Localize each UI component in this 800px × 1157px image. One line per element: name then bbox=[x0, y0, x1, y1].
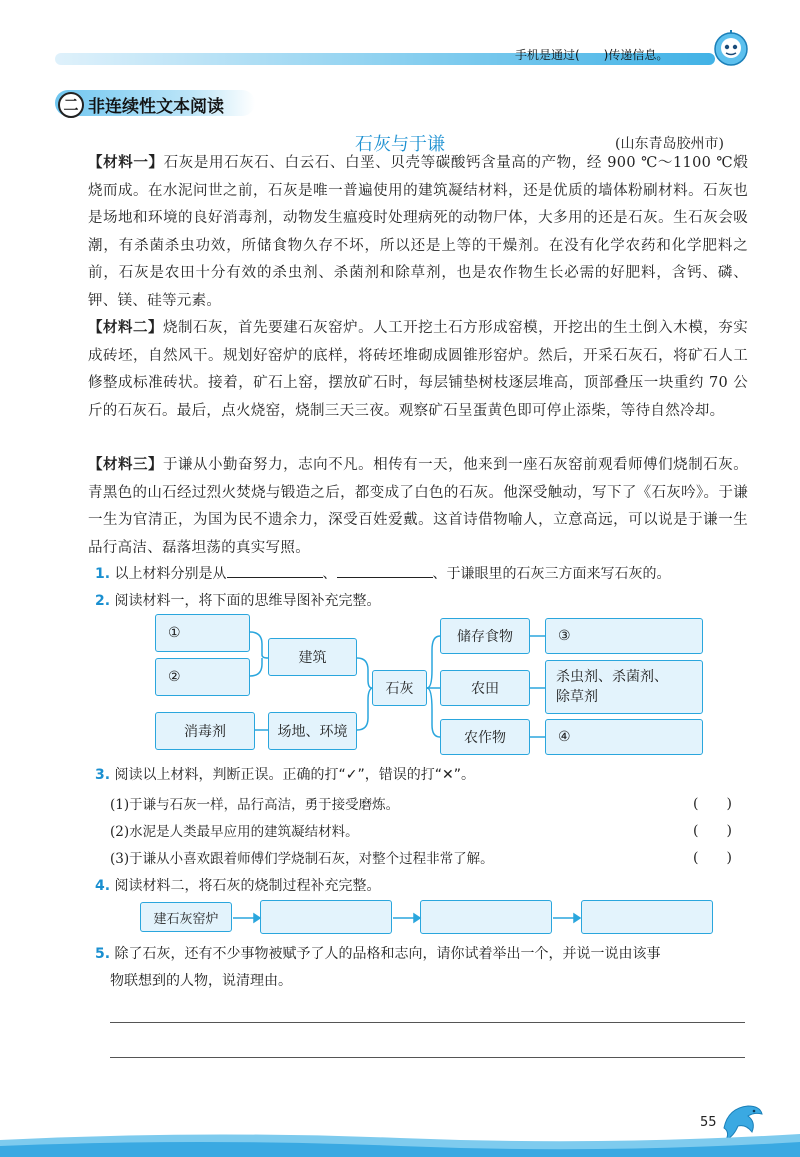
mindmap-node-site bbox=[268, 712, 357, 750]
mindmap-blank-3-label: ③ bbox=[558, 628, 571, 644]
material-1-label: 【材料一】 bbox=[88, 155, 164, 171]
section-title: 非连续性文本阅读 bbox=[88, 97, 224, 117]
judge-answer-2[interactable]: ( ) bbox=[693, 823, 732, 839]
mindmap-node-site-label: 场地、环境 bbox=[277, 724, 348, 740]
mindmap-node-crop bbox=[440, 719, 530, 755]
question-1 bbox=[95, 563, 671, 583]
judge-item-2: (2)水泥是人类最早应用的建筑凝结材料。 bbox=[110, 824, 359, 840]
material-3-text: 于谦从小勤奋努力，志向不凡。相传有一天，他来到一座石灰窑前观看师傅们烧制石灰。青黑色的山石经过烈火焚烧与锻造之后，都变成了白色的石灰。他深受触动，写下了《石灰吟》。于谦一生为官清正，为国为民不遗余力，深受百姓爱戴。这首诗借物喻人，立意高远，可以说是于谦一生品行高洁、磊落坦荡的真实写照。 bbox=[88, 457, 749, 556]
mindmap-node-food-label: 储存食物 bbox=[457, 629, 513, 645]
material-1-text: 石灰是用石灰石、白云石、白垩、贝壳等碳酸钙含量高的产物，经 900 ℃～1100 ℃煅烧而成。在水泥问世之前，石灰是唯一普遍使用的建筑凝结材料，还是优质的墙体粉刷材料。石灰也是场地和环境的良好消毒剂，动物发生瘟疫时处理病死的动物尸体，大多用的还是石灰。生石灰会吸潮，有杀菌杀虫功效，所储食物久存不坏，所以还是上等的干燥剂。在没有化学农药和化学肥料之前，石灰是农田十分有效的杀虫剂、杀菌剂和除草剂，也是农作物生长必需的好肥料，含钙、磷、钾、镁、硅等元素。 bbox=[88, 155, 748, 309]
question-1-text-b: 、 bbox=[322, 566, 337, 582]
mindmap-blank-1[interactable] bbox=[155, 614, 250, 652]
process-step-1 bbox=[140, 902, 232, 932]
mindmap-node-pesticide-line-2: 除草剂 bbox=[556, 689, 598, 705]
mindmap-blank-1-label: ① bbox=[168, 625, 181, 641]
question-5-number: 5. bbox=[95, 946, 111, 962]
article-title: 石灰与于谦 bbox=[355, 134, 445, 155]
question-4-number: 4. bbox=[95, 878, 111, 894]
mindmap-blank-3[interactable] bbox=[545, 618, 703, 654]
mindmap-node-pesticide bbox=[545, 660, 703, 714]
mindmap-center-node bbox=[372, 670, 427, 706]
mindmap-node-pesticide-line-1: 杀虫剂、杀菌剂、 bbox=[556, 669, 668, 685]
mindmap-node-farmland-label: 农田 bbox=[471, 681, 499, 697]
article-source: (山东青岛胶州市) bbox=[615, 136, 724, 152]
material-2-text: 烧制石灰，首先要建石灰窑炉。人工开挖土石方形成窑模，开挖出的生土倒入木模，夯实成砖坯，自然风干。规划好窑炉的底样，将砖坯堆砌成圆锥形窑炉。然后，开采石灰石，将矿石人工修整成标准砖状。接着，矿石上窑，摆放矿石时，每层铺垫树枝逐层堆高，顶部叠压一块重约 70 公斤的石灰石。最后，点火烧窑，烧制三天三夜。观察矿石呈蛋黄色即可停止添柴，等待自然冷却。 bbox=[88, 320, 749, 419]
judge-answer-3[interactable]: ( ) bbox=[693, 850, 732, 866]
process-step-1-label: 建石灰窑炉 bbox=[153, 911, 219, 927]
material-2 bbox=[88, 315, 748, 455]
question-3 bbox=[95, 764, 475, 784]
mindmap-node-crop-label: 农作物 bbox=[464, 730, 506, 746]
question-4 bbox=[95, 875, 381, 895]
question-4-text: 阅读材料二，将石灰的烧制过程补充完整。 bbox=[114, 878, 381, 894]
material-2-label: 【材料二】 bbox=[88, 320, 164, 336]
answer-blank-1[interactable] bbox=[227, 563, 323, 578]
question-1-number: 1. bbox=[95, 566, 111, 582]
question-3-number: 3. bbox=[95, 767, 111, 783]
process-arrows bbox=[230, 908, 590, 928]
footer-wave bbox=[0, 1130, 800, 1157]
mindmap-node-food bbox=[440, 618, 530, 654]
question-2-number: 2. bbox=[95, 593, 111, 609]
question-1-text-c: 、于谦眼里的石灰三方面来写石灰的。 bbox=[432, 566, 671, 582]
mindmap-node-disinfect bbox=[155, 712, 255, 750]
mindmap-node-building bbox=[268, 638, 357, 676]
page-number: 55 bbox=[700, 1115, 717, 1130]
judge-answer-1[interactable]: ( ) bbox=[693, 796, 732, 812]
mindmap-blank-2[interactable] bbox=[155, 658, 250, 696]
process-step-4-blank[interactable] bbox=[581, 900, 713, 934]
mindmap-center-label: 石灰 bbox=[385, 681, 414, 697]
answer-line-2[interactable] bbox=[110, 1057, 745, 1058]
mindmap-node-farmland bbox=[440, 670, 530, 706]
mindmap-blank-4-label: ④ bbox=[558, 729, 571, 745]
header-note: 手机是通过( )传递信息。 bbox=[515, 48, 669, 62]
material-3-label: 【材料三】 bbox=[88, 457, 164, 473]
material-1 bbox=[88, 150, 748, 318]
judge-item-3: (3)于谦从小喜欢跟着师傅们学烧制石灰，对整个过程非常了解。 bbox=[110, 851, 494, 867]
mindmap-blank-2-label: ② bbox=[168, 669, 181, 685]
question-5 bbox=[95, 943, 661, 963]
answer-line-1[interactable] bbox=[110, 1022, 745, 1023]
robot-mascot-icon bbox=[712, 30, 750, 68]
question-2-text: 阅读材料一，将下面的思维导图补充完整。 bbox=[114, 593, 381, 609]
question-3-text: 阅读以上材料，判断正误。正确的打“✓”，错误的打“✕”。 bbox=[114, 767, 475, 783]
mindmap-node-disinfect-label: 消毒剂 bbox=[184, 724, 226, 740]
question-5-line-1: 除了石灰，还有不少事物被赋予了人的品格和志向，请你试着举出一个，并说一说由该事 bbox=[114, 946, 661, 962]
question-1-text-a: 以上材料分别是从 bbox=[114, 566, 227, 582]
section-number: 二 bbox=[58, 92, 84, 118]
mindmap-blank-4[interactable] bbox=[545, 719, 703, 755]
question-5-line-2: 物联想到的人物，说清理由。 bbox=[110, 973, 292, 989]
judge-item-1: (1)于谦与石灰一样，品行高洁，勇于接受磨炼。 bbox=[110, 797, 400, 813]
answer-blank-2[interactable] bbox=[337, 563, 433, 578]
material-3 bbox=[88, 452, 748, 564]
mindmap-node-building-label: 建筑 bbox=[298, 650, 327, 666]
